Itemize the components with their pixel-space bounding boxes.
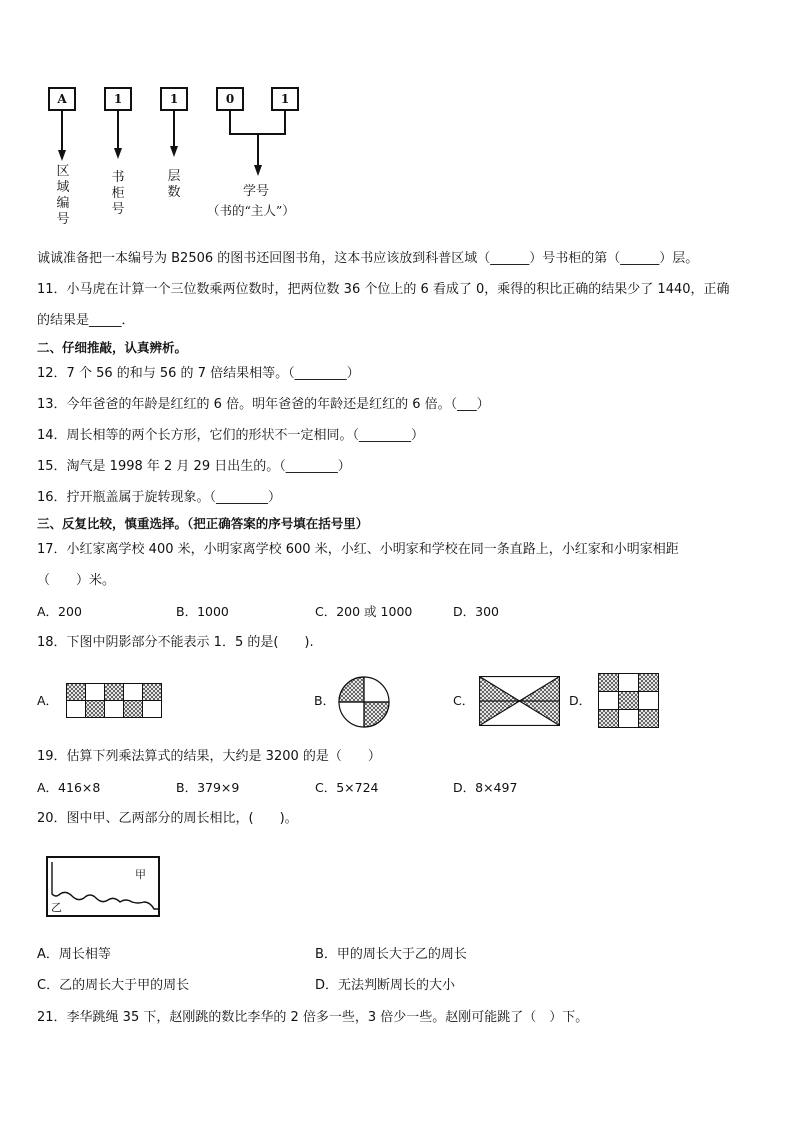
section3-title: 三、反复比较，慎重选择。（把正确答案的序号填在括号里） — [37, 516, 369, 531]
q18-option-c-label: C． — [453, 693, 475, 708]
q20-option-d: D．无法判断周长的大小 — [315, 978, 456, 993]
q17-line2: （ ）米。 — [37, 573, 116, 588]
q17-option-d: D．300 — [453, 604, 499, 619]
q18-stem: 18．下图中阴影部分不能表示 1．5 的是( ). — [37, 635, 314, 650]
label-shelf-number: 书柜号 — [111, 170, 125, 217]
q18-option-d-label: D． — [569, 693, 592, 708]
q17-option-a: A．200 — [37, 604, 82, 619]
q18-figure-d-grid — [598, 673, 659, 729]
q19-option-a: A．416×8 — [37, 780, 101, 795]
q20-option-b: B．甲的周长大于乙的周长 — [315, 947, 467, 962]
q15: 15．淘气是 1998 年 2 月 29 日出生的。（________） — [37, 459, 351, 474]
label-area-number: 区域编号 — [56, 164, 70, 227]
q17-option-c: C．200 或 1000 — [315, 604, 413, 619]
label-book-owner: （书的“主人”） — [207, 203, 295, 218]
code-box-student-1: 0 — [216, 87, 244, 111]
q18-figure-b-circle — [338, 676, 390, 728]
section2-title: 二、仔细推敲，认真辨析。 — [37, 340, 188, 355]
q19-option-d: D．8×497 — [453, 780, 518, 795]
q13: 13．今年爸爸的年龄是红红的 6 倍。明年爸爸的年龄还是红红的 6 倍。（___） — [37, 397, 490, 412]
q20-label-jia: 甲 — [135, 868, 146, 881]
code-box-area: A — [48, 87, 76, 111]
q14: 14．周长相等的两个长方形，它们的形状不一定相同。（________） — [37, 428, 425, 443]
q18-figure-a-grid — [66, 683, 162, 719]
label-layer-number: 层数 — [167, 169, 181, 200]
q19-stem: 19．估算下列乘法算式的结果，大约是 3200 的是（ ） — [37, 749, 381, 764]
q20-option-c: C．乙的周长大于甲的周长 — [37, 978, 190, 993]
q11-line1: 11．小马虎在计算一个三位数乘两位数时，把两位数 36 个位上的 6 看成了 0，乘得的积比正确的结果少了 1440，正确 — [37, 282, 730, 297]
q17-option-b: B．1000 — [176, 604, 229, 619]
q16: 16．拧开瓶盖属于旋转现象。（________） — [37, 490, 282, 505]
q19-option-b: B．379×9 — [176, 780, 240, 795]
q20-figure-rectangle — [44, 854, 164, 920]
q17-line1: 17．小红家离学校 400 米，小明家离学校 600 米，小红、小明家和学校在同一条直路上，小红家和小明家相距 — [37, 542, 679, 557]
q21: 21．李华跳绳 35 下，赵刚跳的数比李华的 2 倍多一些，3 倍少一些。赵刚可能跳了（ ）下。 — [37, 1010, 589, 1025]
q11-line2: 的结果是_____． — [37, 313, 135, 328]
q20-option-a: A．周长相等 — [37, 947, 111, 962]
q20-stem: 20．图中甲、乙两部分的周长相比，( )。 — [37, 811, 298, 826]
code-box-shelf: 1 — [104, 87, 132, 111]
label-student-number: 学号 — [243, 184, 270, 199]
q18-option-b-label: B． — [314, 693, 336, 708]
q10-continuation: 诚诚准备把一本编号为 B2506 的图书还回图书角，这本书应该放到科普区域（______）号书柜的第（______）层。 — [37, 251, 699, 266]
q19-option-c: C．5×724 — [315, 780, 379, 795]
q12: 12．7 个 56 的和与 56 的 7 倍结果相等。（________） — [37, 366, 360, 381]
q18-figure-c-bowtie — [479, 676, 560, 726]
q18-option-a-label: A． — [37, 693, 59, 708]
code-box-student-2: 1 — [271, 87, 299, 111]
code-box-layer: 1 — [160, 87, 188, 111]
q20-label-yi: 乙 — [51, 901, 62, 914]
